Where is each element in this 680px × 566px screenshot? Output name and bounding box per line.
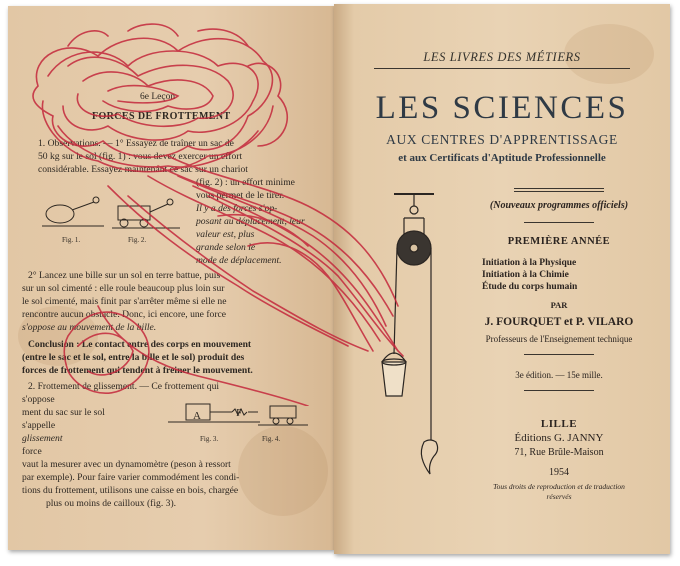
series-name: LES LIVRES DES MÉTIERS (423, 50, 581, 64)
authors: J. FOURQUET et P. VILARO (484, 316, 634, 328)
figure-letter: F (236, 407, 243, 419)
figure-4-cart (258, 406, 308, 425)
book-subtitle: AUX CENTRES D'APPRENTISSAGE (386, 132, 618, 147)
body-line: force (22, 446, 42, 457)
body-line: posant au déplacement, leur (196, 216, 305, 227)
body-line: ment du sac sur le sol (22, 407, 105, 418)
rights-notice-2: réservés (546, 492, 572, 501)
body-line: considérable. Essayez maintenant ce sac sur un chariot (38, 164, 248, 175)
body-line: (entre le sac et le sol, entre la bille et le sol) produit des (22, 352, 245, 363)
hand (421, 440, 437, 474)
publication-year: 1954 (549, 467, 569, 478)
body-line: vous permet de le tirer. (196, 190, 285, 201)
body-line: s'appelle (22, 420, 56, 431)
rights-notice: Tous droits de reproduction et de traduction (493, 482, 625, 491)
publisher-address: 71, Rue Brûle-Maison (514, 447, 604, 458)
body-line: forces de frottement qui tendent à freiner le mouvement. (22, 365, 253, 376)
body-line: rencontre aucun obstacle. Donc, ici encore, une force (22, 309, 227, 320)
body-line: s'oppose au mouvement de la bille. (22, 322, 157, 333)
edition-info: 3e édition. — 15e mille. (515, 370, 603, 380)
publisher-city: LILLE (540, 418, 578, 430)
book-title: LES SCIENCES (375, 90, 629, 126)
body-line: s'oppose (22, 394, 55, 405)
figure-caption: Fig. 1. (62, 236, 81, 244)
book-subtitle-2: et aux Certificats d'Aptitude Professionnelle (398, 152, 606, 164)
body-line: mode de déplacement. (196, 255, 282, 266)
body-line: 1. Observations. — 1° Essayez de traîner un sac de (38, 138, 234, 149)
body-line: glissement (22, 433, 63, 444)
contents-item: Étude du corps humain (482, 282, 578, 292)
body-line: 50 kg sur le sol (fig. 1) : vous devez exercer un effort (38, 151, 243, 162)
figure-3-box-and-spring (168, 404, 260, 422)
body-line: valeur est, plus (196, 229, 255, 240)
body-line: 2. Frottement de glissement. — Ce frottement qui (28, 381, 220, 392)
body-line: (fig. 2) : un effort minime (196, 177, 295, 188)
lesson-number: 6e Leçon (140, 92, 176, 102)
body-line: par exemple). Pour faire varier commodément les condi- (22, 472, 240, 483)
body-line: grande selon le (196, 242, 256, 253)
contents-item: Initiation à la Chimie (482, 270, 569, 280)
body-line: tions du frottement, utilisons une caisse en bois, chargée (22, 485, 239, 496)
body-line: vaut la mesurer avec un dynamomètre (peson à ressort (22, 459, 231, 470)
body-line: 2° Lancez une bille sur un sol en terre battue, puis (28, 270, 221, 281)
contents-item: Initiation à la Physique (482, 258, 577, 268)
figure-letter: A (193, 410, 201, 422)
programmes-note: (Nouveaux programmes officiels) (489, 200, 629, 211)
body-line: le sol cimenté, mais finit par s'arrêter même si elle ne (22, 296, 227, 307)
lesson-heading: FORCES DE FROTTEMENT (92, 111, 231, 122)
body-line: Il y a des forces s'op- (196, 203, 278, 214)
figure-caption: Fig. 2. (128, 236, 147, 244)
body-line: plus ou moins de cailloux (fig. 3). (46, 498, 177, 509)
publisher-name: Éditions G. JANNY (514, 432, 604, 444)
authors-title: Professeurs de l'Enseignement technique (485, 334, 633, 344)
red-crayon-scribble (8, 6, 428, 406)
year-level: PREMIÈRE ANNÉE (507, 236, 611, 247)
figure-caption: Fig. 4. (262, 435, 281, 443)
body-line: sur un sol cimenté : elle roule beaucoup plus loin sur (22, 283, 225, 294)
by-label: PAR (550, 300, 568, 310)
figure-caption: Fig. 3. (200, 435, 219, 443)
body-line: Conclusion : Le contact entre des corps en mouvement (28, 339, 252, 350)
